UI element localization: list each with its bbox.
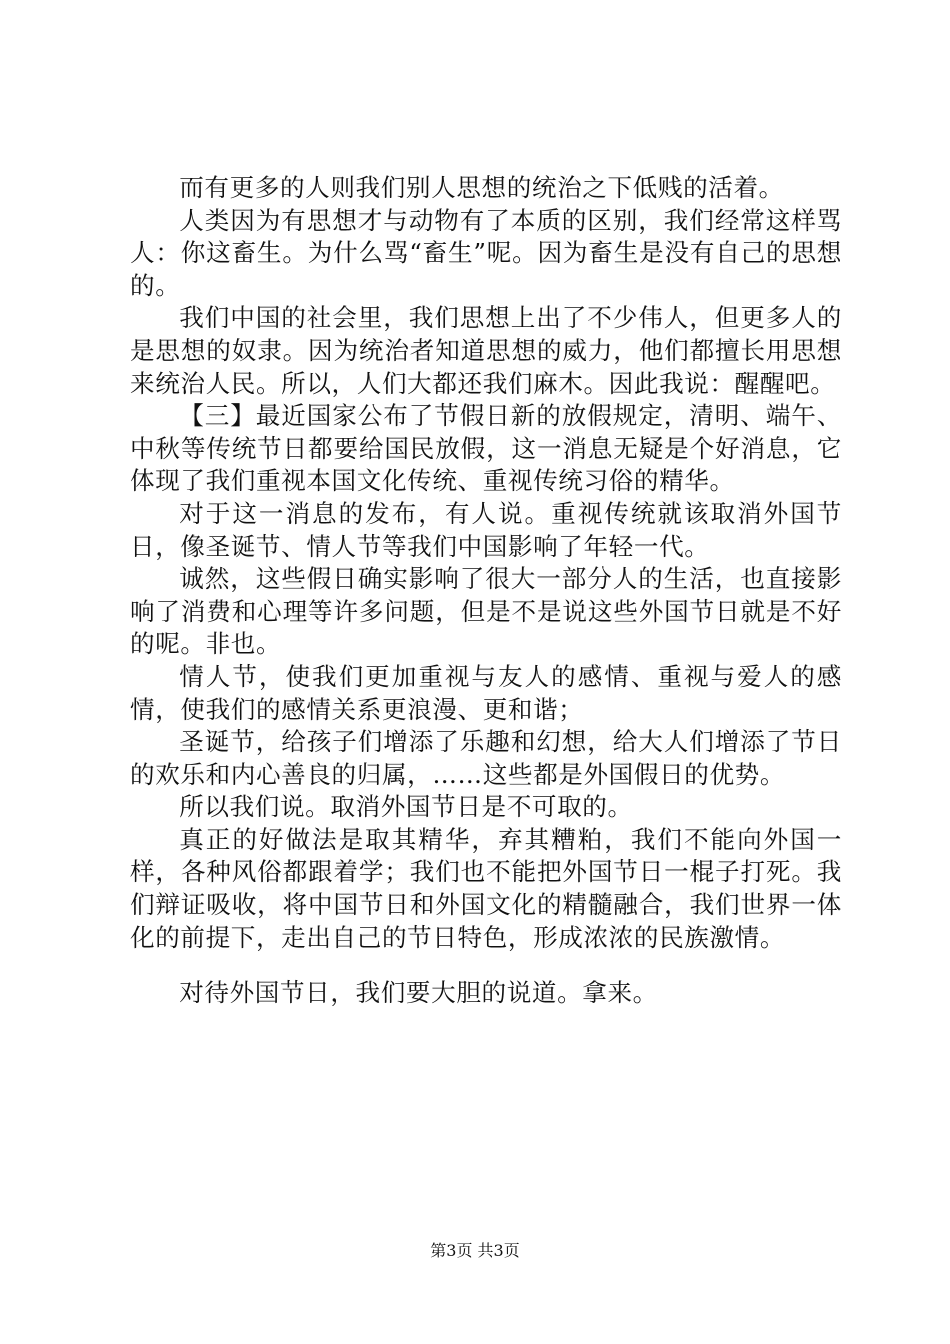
paragraph-10: 真正的好做法是取其精华，弃其糟粕，我们不能向外国一样，各种风俗都跟着学；我们也不能把外国节日一棍子打死。我们辩证吸收，将中国节日和外国文化的精髓融合，我们世界一体化的前提下，走出自己的节日特色，形成浓浓的民族激情。 bbox=[130, 824, 842, 952]
paragraph-11: 对待外国节日，我们要大胆的说道。拿来。 bbox=[179, 978, 658, 1008]
paragraph-9: 所以我们说。取消外国节日是不可取的。 bbox=[179, 792, 633, 822]
paragraph-8: 圣诞节，给孩子们增添了乐趣和幻想，给大人们增添了节日的欢乐和内心善良的归属，……这些都是外国假日的优势。 bbox=[130, 727, 842, 789]
paragraph-2: 人类因为有思想才与动物有了本质的区别，我们经常这样骂人：你这畜生。为什么骂“畜生”呢。因为畜生是没有自己的思想的。 bbox=[130, 205, 842, 300]
paragraph-7: 情人节，使我们更加重视与友人的感情、重视与爱人的感情，使我们的感情关系更浪漫、更和谐； bbox=[130, 661, 842, 724]
document-body bbox=[130, 172, 842, 1010]
paragraph-4: 【三】最近国家公布了节假日新的放假规定，清明、端午、中秋等传统节日都要给国民放假，这一消息无疑是个好消息，它体现了我们重视本国文化传统、重视传统习俗的精华。 bbox=[130, 401, 842, 496]
paragraph-3: 我们中国的社会里，我们思想上出了不少伟人，但更多人的是思想的奴隶。因为统治者知道思想的威力，他们都擅长用思想来统治人民。所以，人们大都还我们麻木。因此我说：醒醒吧。 bbox=[130, 303, 842, 398]
paragraph-1: 而有更多的人则我们别人思想的统治之下低贱的活着。 bbox=[179, 173, 784, 202]
paragraph-5: 对于这一消息的发布，有人说。重视传统就该取消外国节日，像圣诞节、情人节等我们中国影响了年轻一代。 bbox=[130, 498, 842, 561]
page-number-footer: 第3页 共3页 bbox=[430, 1241, 520, 1260]
paragraph-6: 诚然，这些假日确实影响了很大一部分人的生活，也直接影响了消费和心理等许多问题，但是不是说这些外国节日就是不好的呢。非也。 bbox=[130, 564, 842, 659]
